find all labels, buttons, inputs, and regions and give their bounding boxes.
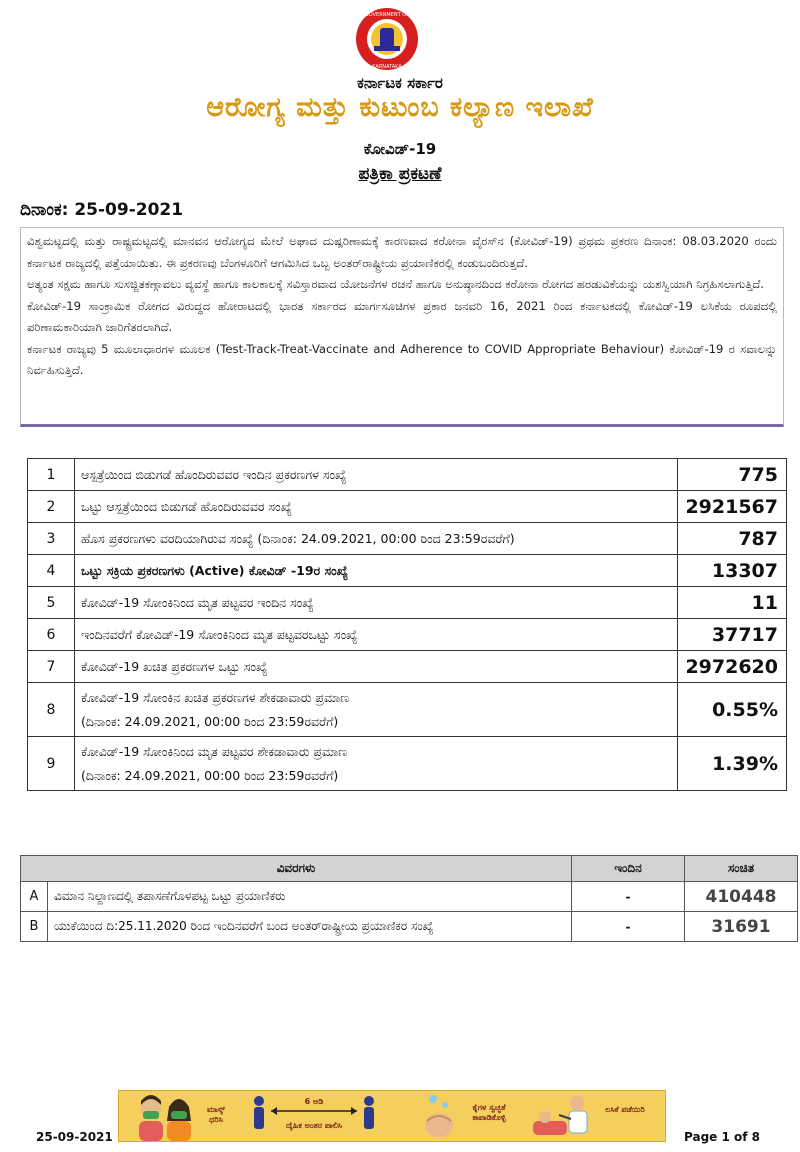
press-release-title: ಪತ್ರಿಕಾ ಪ್ರಕಟಣೆ (358, 164, 442, 184)
covid-safety-banner (118, 1090, 666, 1142)
row-value: 1.39% (678, 737, 787, 791)
row-label: ಯುಕೆಯಿಂದ ದಿ:25.11.2020 ರಿಂದ ಇಂದಿನವರೆಗೆ ಬಂದ ಅಂತರ್‌ರಾಷ್ಟ್ರೀಯ ಪ್ರಯಾಣಿಕರ ಸಂಖ್ಯೆ (48, 912, 572, 942)
mask-text: ಮಾಸ್ಕ್ ಧರಿಸಿ (206, 1105, 226, 1124)
row-label-date: (ದಿನಾಂಕ: 24.09.2021, 00:00 ರಿಂದ 23:59ರವರೆಗೆ) (81, 713, 339, 729)
department-title: ಆರೋಗ್ಯ ಮತ್ತು ಕುಟುಂಬ ಕಲ್ಯಾಣ ಇಲಾಖೆ (206, 92, 594, 123)
row-today: - (572, 882, 685, 912)
intro-paragraph: ಕರ್ನಾಟಕ ರಾಜ್ಯವು 5 ಮೂಲಾಧಾರಗಳ ಮೂಲಕ (Test-Track-Treat-Vaccinate and Adherence to COVID Appropriate Behaviour) ಕೋವಿಡ್‌-19 ರ ಸವಾಲನ್ನು ನಿರ್ವಹಿಸುತ್ತಿದೆ. (27, 341, 777, 377)
row-code: B (21, 912, 48, 942)
row-number: 8 (28, 683, 75, 737)
row-total: 31691 (685, 912, 798, 942)
row-label-cell (75, 683, 678, 737)
emblem-bottom-text: KARNATAKA (372, 64, 402, 70)
hand-wash-icon (419, 1091, 459, 1141)
table-row (28, 587, 787, 619)
row-label: ಒಟ್ಟು ಸಕ್ರಿಯ ಪ್ರಕರಣಗಳು (Active) ಕೋವಿಡ್ -19ರ ಸಂಖ್ಯೆ (75, 555, 678, 587)
row-label: ಕೋವಿಡ್‌-19 ಸೋಂಕಿನ ಖಚಿತ ಪ್ರಕರಣಗಳ ಶೇಕಡಾವಾರು ಪ್ರಮಾಣ (81, 689, 350, 705)
mask-people-icon (133, 1091, 197, 1141)
details-header: ವಿವರಗಳು (21, 856, 572, 882)
emblem-top-text: GOVERNMENT OF (364, 12, 410, 18)
row-value: 2972620 (678, 651, 787, 683)
distance-text: ದೈಹಿಕ ಅಂತರ ಪಾಲಿಸಿ (285, 1121, 343, 1130)
row-number: 5 (28, 587, 75, 619)
row-total: 410448 (685, 882, 798, 912)
table-row (21, 912, 798, 942)
row-number: 4 (28, 555, 75, 587)
row-label: ಒಟ್ಟು ಆಸ್ಪತ್ರೆಯಿಂದ ಬಿಡುಗಡೆ ಹೊಂದಿರುವವರ ಸಂಖ್ಯೆ (75, 491, 678, 523)
row-number: 3 (28, 523, 75, 555)
row-value: 787 (678, 523, 787, 555)
row-label: ಕೋವಿಡ್‌-19 ಸೋಂಕಿನಿಂದ ಮೃತ ಪಟ್ಟವರ ಶೇಕಡಾವಾರು ಪ್ರಮಾಣ (81, 743, 348, 759)
table-row (28, 651, 787, 683)
row-label: ಕೋವಿಡ್‌-19 ಖಚಿತ ಪ್ರಕರಣಗಳ ಒಟ್ಟು ಸಂಖ್ಯೆ (75, 651, 678, 683)
row-value: 2921567 (678, 491, 787, 523)
hand-wash-text: ಕೈಗಳ ಸ್ವಚ್ಛತೆ ಕಾಪಾಡಿಕೊಳ್ಳಿ (472, 1103, 506, 1122)
row-number: 1 (28, 459, 75, 491)
page-number: Page 1 of 8 (684, 1130, 760, 1144)
row-label-date: (ದಿನಾಂಕ: 24.09.2021, 00:00 ರಿಂದ 23:59ರವರೆಗೆ) (81, 767, 339, 783)
footer-date: 25-09-2021 (36, 1130, 113, 1144)
row-label: ಕೋವಿಡ್‌-19 ಸೋಂಕಿನಿಂದ ಮೃತ ಪಟ್ಟವರ ಇಂದಿನ ಸಂಖ್ಯೆ (75, 587, 678, 619)
row-value: 775 (678, 459, 787, 491)
row-number: 9 (28, 737, 75, 791)
intro-paragraph: ಅತ್ಯಂತ ಸಕ್ಷಮ ಹಾಗೂ ಸುಸಜ್ಜಿತಕಣ್ಗಾವಲು ವ್ಯವಸ್ಥೆ ಹಾಗೂ ಕಾಲಕಾಲಕ್ಕೆ ಸವಿಸ್ತಾರವಾದ ಯೋಜನೆಗಳ ರಚನೆ ಹಾಗೂ ಅನುಷ್ಠಾನದಿಂದ ಕರೋನಾ ರೋಗದ ಹರಡುವಿಕೆಯನ್ನು ಯಶಸ್ವಿಯಾಗಿ ನಿಗ್ರಹಿಸಲಾಗುತ್ತಿದೆ. (27, 277, 764, 291)
distance-value: 6 ಅಡಿ (304, 1097, 324, 1106)
intro-box (20, 227, 784, 427)
table-header-row (21, 856, 798, 882)
release-date: ದಿನಾಂಕ: 25-09-2021 (20, 200, 184, 220)
table-row (28, 683, 787, 737)
covid-stats-table (27, 458, 787, 791)
covid-title: ಕೋವಿಡ್‌-19 (363, 140, 437, 158)
intro-paragraph: ವಿಶ್ವಮಟ್ಟದಲ್ಲಿ ಮತ್ತು ರಾಷ್ಟ್ರಮಟ್ಟದಲ್ಲಿ ಮಾನವನ ಆರೋಗ್ಯದ ಮೇಲೆ ಅಘಾದ ದುಷ್ಪರಿಣಾಮಕ್ಕೆ ಕಾರಣವಾದ ಕರೋನಾ ವೈರಸ್‌ನ (ಕೋವಿಡ್‌-19) ಪ್ರಥಮ ಪ್ರಕರಣ ದಿನಾಂಕ: 08.03.2020 ರಂದು ಕರ್ನಾಟಕ ರಾಜ್ಯದಲ್ಲಿ ಪತ್ತೆಯಾಯಿತು. ಈ ಪ್ರಕರಣವು ಬೆಂಗಳೂರಿಗೆ ಆಗಮಿಸಿದ ಒಬ್ಬ ಅಂತರ್‌ರಾಷ್ಟ್ರೀಯ ಪ್ರಯಾಣಿಕರಲ್ಲಿ ಕಂಡುಬಂದಿರುತ್ತದೆ. (27, 234, 777, 270)
total-header: ಸಂಚಿತ (685, 856, 798, 882)
table-row (21, 882, 798, 912)
row-number: 2 (28, 491, 75, 523)
row-label-cell (75, 737, 678, 791)
table-row (28, 555, 787, 587)
row-label: ಆಸ್ಪತ್ರೆಯಿಂದ ಬಿಡುಗಡೆ ಹೊಂದಿರುವವರ ಇಂದಿನ ಪ್ರಕರಣಗಳ ಸಂಖ್ಯೆ (75, 459, 678, 491)
table-row (28, 491, 787, 523)
travel-table (20, 855, 798, 942)
government-name: ಕರ್ನಾಟಕ ಸರ್ಕಾರ (357, 74, 443, 92)
row-label: ಹೊಸ ಪ್ರಕರಣಗಳು ವರದಿಯಾಗಿರುವ ಸಂಖ್ಯೆ (ದಿನಾಂಕ: 24.09.2021, 00:00 ರಿಂದ 23:59ರವರೆಗೆ) (75, 523, 678, 555)
row-label: ಇಂದಿನವರೆಗೆ ಕೋವಿಡ್‌-19 ಸೋಂಕಿನಿಂದ ಮೃತ ಪಟ್ಟವರಒಟ್ಟು ಸಂಖ್ಯೆ (75, 619, 678, 651)
intro-paragraph: ಕೋವಿಡ್‌-19 ಸಾಂಕ್ರಾಮಿಕ ರೋಗದ ವಿರುದ್ಧದ ಹೋರಾಟದಲ್ಲಿ ಭಾರತ ಸರ್ಕಾರದ ಮಾರ್ಗಸೂಚಿಗಳ ಪ್ರಕಾರ ಜನವರಿ 16, 2021 ರಿಂದ ಕರ್ನಾಟಕದಲ್ಲಿ ಕೋವಿಡ್‌-19 ಲಸಿಕೆಯ ರೂಪದಲ್ಲಿ ಪರಿಣಾಮಕಾರಿಯಾಗಿ ಜಾರಿಗೆತರಲಾಗಿದೆ. (27, 298, 777, 334)
table-row (28, 737, 787, 791)
row-today: - (572, 912, 685, 942)
vaccine-icon (529, 1091, 599, 1141)
table-row (28, 523, 787, 555)
row-label: ವಿಮಾನ ನಿಲ್ದಾಣದಲ್ಲಿ ತಪಾಸಣೆಗೊಳಪಟ್ಟ ಒಟ್ಟು ಪ್ರಯಾಣಿಕರು (48, 882, 572, 912)
row-value: 11 (678, 587, 787, 619)
row-value: 13307 (678, 555, 787, 587)
row-number: 7 (28, 651, 75, 683)
table-row (28, 459, 787, 491)
row-value: 37717 (678, 619, 787, 651)
row-code: A (21, 882, 48, 912)
karnataka-emblem-icon (344, 6, 430, 72)
row-number: 6 (28, 619, 75, 651)
vaccine-text: ಲಸಿಕೆ ಪಡೆಯಿರಿ (605, 1105, 645, 1114)
table-row (28, 619, 787, 651)
today-header: ಇಂದಿನ (572, 856, 685, 882)
row-value: 0.55% (678, 683, 787, 737)
